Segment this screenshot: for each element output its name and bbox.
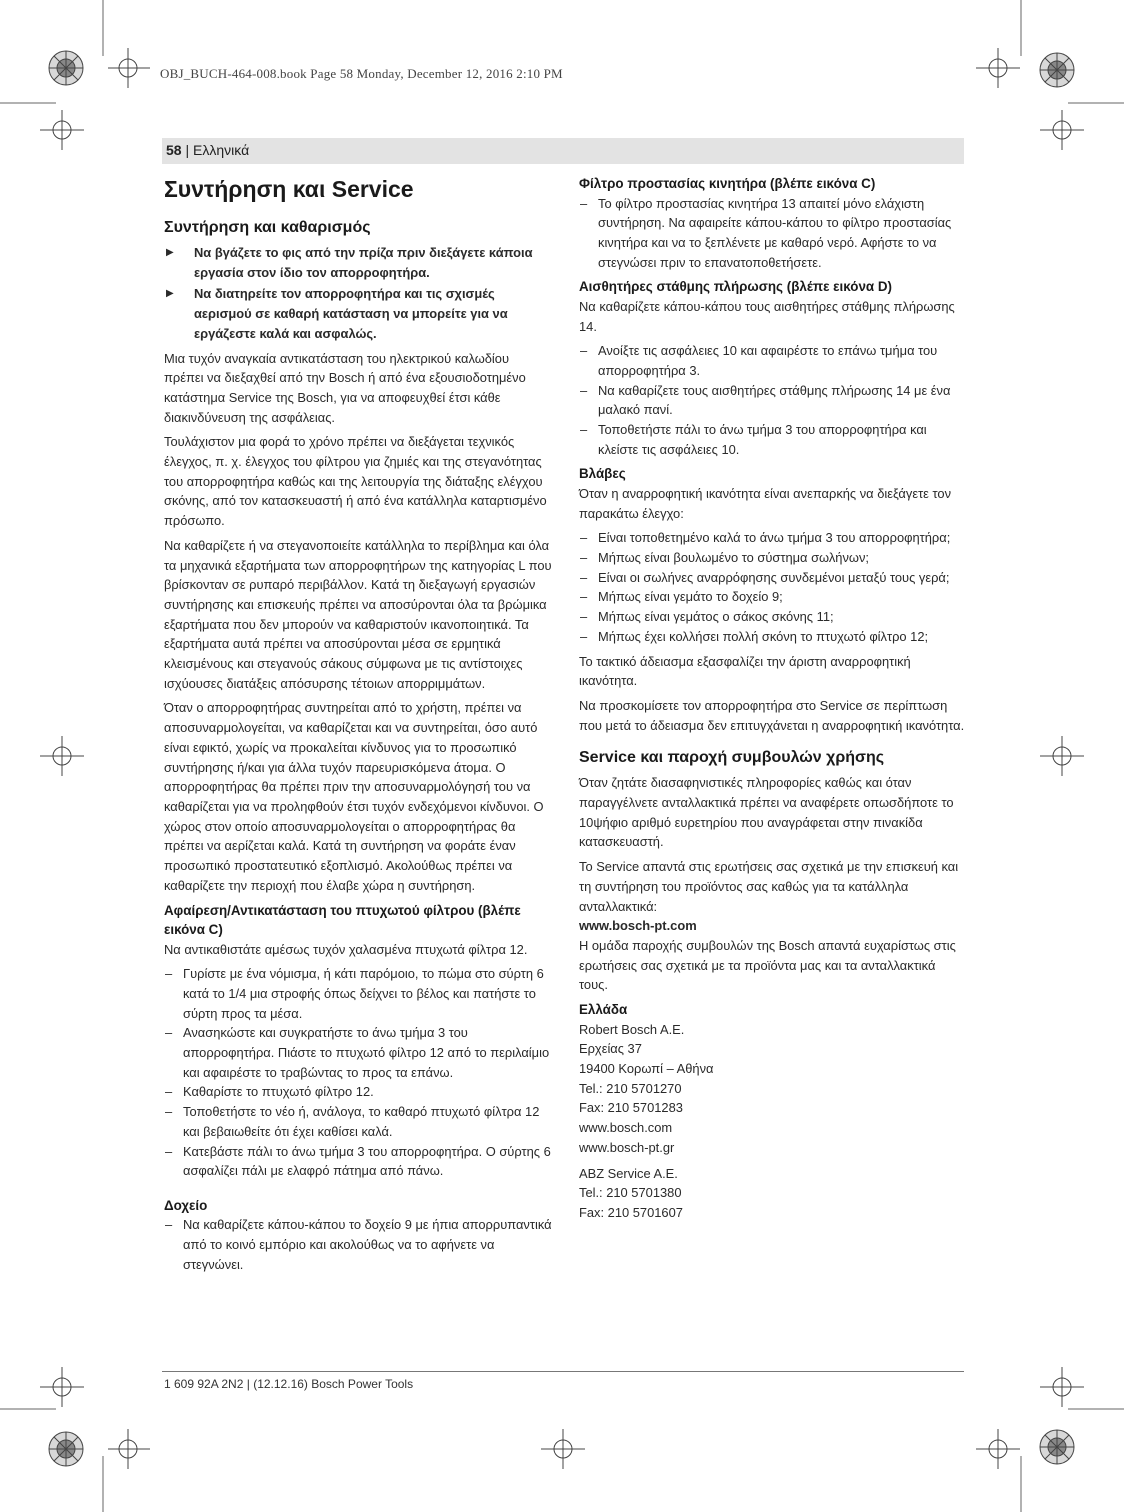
crosshair-right-top — [1040, 110, 1084, 150]
list-item: – Είναι οι σωλήνες αναρρόφησης συνδεμένοι μεταξύ τους γερά; — [579, 568, 965, 588]
paragraph: Τουλάχιστον μια φορά το χρόνο πρέπει να διεξάγεται τεχνικός έλεγχος, π. χ. έλεγχος του φίλτρου για ζημιές και της στεγανότητας του απορροφητήρα καθώς και της λειτουργία της διάταξης ελέγχου σκόνης, από τον κατασκευαστή ή από ένα κατάλληλα καταρτισμένο πρόσωπο. — [164, 434, 547, 529]
safety-warning: ▶ Να βγάζετε το φις από την πρίζα πριν διεξάγετε κάποια εργασία στον ίδιο τον απορροφητήρα. — [164, 243, 552, 282]
footer-date: (12.12.16) — [253, 1377, 308, 1391]
page-number: 58 — [166, 142, 182, 158]
maintenance-subtitle: Συντήρηση και καθαρισμός — [164, 219, 371, 236]
safety-warning: ▶ Να διατηρείτε τον απορροφητήρα και τις σχισμές αερισμού σε καθαρή κατάσταση να μπορείτε για να εργάζεστε καλά και ασφαλώς. — [164, 284, 552, 343]
crosshair-right-mid — [1040, 736, 1084, 776]
paragraph: Η ομάδα παροχής συμβουλών της Bosch απαντά ευχαρίστως στις ερωτήσεις σας σχετικά με τα προϊόντα μας και τα ανταλλακτικά τους. — [579, 938, 956, 993]
paragraph: Το Service απαντά στις ερωτήσεις σας σχετικά με την επισκευή και τη συντήρηση του προϊόντος σας καθώς για τα κατάλληλα ανταλλακτικά: — [579, 859, 959, 914]
address-line: Robert Bosch A.E. — [579, 1021, 685, 1037]
address-line: Ερχείας 37 — [579, 1041, 642, 1057]
paragraph: Όταν ο απορροφητήρας συντηρείται από το χρήστη, πρέπει να αποσυναρμολογείται, να καθαρίζεται και να συντηρείται, όσο αυτό είναι εφικτό, χωρίς να προκαλείται κίνδυνος για το προσωπικό συντήρησης ή/και για άλλα τυχόν παρευρισκόμενα άτομα. Ο απορροφητήρας θα πρέπει πριν την αποσυναρμολόγησή του να καθαρίζεται για να προληφθούν έτσι τυχόν ενδεχόμενοι κίνδυνοι. Ο χώρος στον οποίο αποσυναρμολογείται ο απορροφητήρας θα πρέπει να αερίζεται καλά. Κατά τη συντήρηση να φοράτε έναν προσωπικό προστατευτικό εξοπλισμό. Ακολούθως πρέπει να καθαρίζετε την περιοχή που έλαβε χώρα η συντήρηση. — [164, 700, 544, 893]
rosette-mark-top-left — [49, 51, 83, 85]
crosshair-top-right-1 — [976, 48, 1020, 88]
footer-brand: Bosch Power Tools — [311, 1377, 414, 1391]
service-heading: Service και παροχή συμβουλών χρήσης — [579, 749, 885, 767]
address-line: Tel.: 210 5701380 — [579, 1185, 682, 1201]
list-item: – Μήπως είναι γεμάτο το δοχείο 9; — [579, 587, 965, 607]
paragraph: Να προσκομίσετε τον απορροφητήρα στο Service σε περίπτωση που μετά το άδειασμα δεν επιτυγχάνεται η αναρροφητική ικανότητα. — [579, 697, 965, 733]
paragraph: Όταν ζητάτε διασαφηνιστικές πληροφορίες καθώς και όταν παραγγέλνετε ανταλλακτικά πρέπει να αναφέρετε οπωσδήποτε το 10ψήφιο αριθμό ευρετηρίου που αναγράφεται στην πινακίδα κατασκευαστή. — [579, 775, 954, 850]
list-item: – Μήπως είναι γεμάτος ο σάκος σκόνης 11; — [579, 607, 965, 627]
crosshair-left-top — [40, 110, 84, 150]
list-item: – Είναι τοποθετημένο καλά το άνω τμήμα 3 του απορροφητήρα; — [579, 528, 965, 548]
filter-heading: Αφαίρεση/Αντικατάσταση του πτυχωτού φίλτρου (βλέπε εικόνα C) — [164, 902, 521, 937]
list-item: – Μήπως έχει κολλήσει πολλή σκόνη το πτυχωτό φίλτρο 12; — [579, 627, 965, 647]
page-label-separator: | — [181, 142, 193, 158]
motor-filter-heading: Φίλτρο προστασίας κινητήρα (βλέπε εικόνα C) — [579, 176, 876, 191]
crosshair-left-bottom — [40, 1367, 84, 1407]
footer-code: 1 609 92A 2N2 — [164, 1377, 244, 1391]
motor-filter-steps — [579, 194, 965, 273]
faults-list — [579, 528, 965, 646]
address-line: 19400 Κορωπί – Αθήνα — [579, 1061, 714, 1077]
address-link[interactable]: www.bosch.com — [579, 1120, 673, 1136]
list-item: – Τοποθετήστε πάλι το άνω τμήμα 3 του απορροφητήρα και κλείστε τις ασφάλειες 10. — [579, 420, 965, 459]
address-block — [579, 1164, 965, 1223]
list-item: – Ανοίξτε τις ασφάλειες 10 και αφαιρέστε το επάνω τμήμα του απορροφητήρα 3. — [579, 341, 965, 380]
list-item: – Τοποθετήστε το νέο ή, ανάλογα, το καθαρό πτυχωτό φίλτρα 12 και βεβαιωθείτε ότι έχει καθίσει καλά. — [164, 1102, 552, 1141]
filter-steps — [164, 964, 552, 1181]
rosette-mark-top-right — [1040, 53, 1074, 87]
address-line: ABZ Service A.E. — [579, 1165, 678, 1181]
footer-divider — [162, 1371, 964, 1372]
list-item: – Ανασηκώστε και συγκρατήστε το άνω τμήμα 3 του απορροφητήρα. Πιάστε το πτυχωτό φίλτρο 12 από το περιλαίμιο και αφαιρέστε το τραβώντας το προς τα επάνω. — [164, 1023, 552, 1082]
list-item: – Μήπως είναι βουλωμένο το σύστημα σωλήνων; — [579, 548, 965, 568]
crosshair-left-mid — [40, 736, 84, 776]
list-item: – Να καθαρίζετε τους αισθητήρες στάθμης πλήρωσης 14 με ένα μαλακό πανί. — [579, 381, 965, 420]
address-line: Fax: 210 5701283 — [579, 1100, 683, 1116]
book-info-slug: OBJ_BUCH-464-008.book Page 58 Monday, December 12, 2016 2:10 PM — [160, 66, 563, 81]
safety-warnings — [164, 243, 552, 344]
address-block — [579, 1020, 965, 1158]
address-line: Tel.: 210 5701270 — [579, 1080, 682, 1096]
faults-intro: Όταν η αναρροφητική ικανότητα είναι ανεπαρκής να διεξάγετε τον παρακάτω έλεγχο: — [579, 485, 952, 521]
page-language: Ελληνικά — [193, 142, 250, 158]
service-url-link[interactable]: www.bosch-pt.com — [579, 918, 697, 934]
address-line: Fax: 210 5701607 — [579, 1204, 683, 1220]
filter-intro: Να αντικαθιστάτε αμέσως τυχόν χαλασμένα πτυχωτά φίλτρα 12. — [164, 941, 528, 957]
crosshair-bottom-center — [541, 1429, 585, 1469]
list-item: – Καθαρίστε το πτυχωτό φίλτρο 12. — [164, 1082, 552, 1102]
crosshair-bottom-left — [108, 1429, 150, 1469]
list-item: – Να καθαρίζετε κάπου-κάπου το δοχείο 9 με ήπια απορρυπαντικά από το κοινό εμπόριο και ακολούθως να το αφήνετε να στεγνώνει. — [164, 1215, 552, 1274]
country-heading: Ελλάδα — [579, 1002, 628, 1018]
page-footer: 1 609 92A 2N2 | (12.12.16) Bosch Power Tools — [164, 1377, 414, 1391]
rosette-mark-bottom-right — [1040, 1430, 1074, 1464]
right-column — [579, 174, 965, 1223]
container-heading: Δοχείο — [164, 1197, 208, 1213]
list-item: – Κατεβάστε πάλι το άνω τμήμα 3 του απορροφητήρα. Ο σύρτης 6 ασφαλίζει πάλι με ελαφρό πάτημα από πάνω. — [164, 1142, 552, 1181]
paragraph: Το τακτικό άδειασμα εξασφαλίζει την άριστη αναρροφητική ικανότητα. — [579, 653, 911, 689]
paragraph: Να καθαρίζετε ή να στεγανοποιείτε κατάλληλα το περίβλημα και όλα τα μηχανικά εξαρτήματα των απορροφητήρων της κατηγορίας L που βρίσκονταν σε ρυπαρό περιβάλλον. Κατά τη διεξαγωγή εργασιών συντήρησης και επισκευής πρέπει να αποσύρονται όλα τα βρώμικα εξαρτήματα που δεν μπορούν να καθαριστούν ικανοποιητικά. Τα εξαρτήματα αυτά πρέπει να αποσύρονται μέσα σε ερμητικά κλεισμένους και στεγανούς σάκους σύμφωνα με τις αντίστοιχες ισχύουσες διατάξεις απόσυρσης τέτοιων απορριμμάτων. — [164, 537, 552, 691]
section-title: Συντήρηση και Service — [164, 176, 414, 202]
list-item: – Το φίλτρο προστασίας κινητήρα 13 απαιτεί μόνο ελάχιστη συντήρηση. Να αφαιρείτε κάπου-κάπου το φίλτρο προστασίας κινητήρα και να το ξεπλένετε με καθαρό νερό. Αφήστε το να στεγνώσει πριν το επανατοποθετήσετε. — [579, 194, 965, 273]
sensors-steps — [579, 341, 965, 459]
page-label — [166, 142, 249, 158]
crosshair-right-bottom — [1040, 1367, 1084, 1407]
faults-heading: Βλάβες — [579, 466, 626, 482]
address-link[interactable]: www.bosch-pt.gr — [579, 1139, 675, 1155]
page-header — [162, 138, 964, 164]
crosshair-top-left-1 — [108, 48, 150, 88]
sensors-heading: Αισθητήρες στάθμης πλήρωσης (βλέπε εικόνα D) — [579, 279, 892, 295]
crosshair-bottom-right — [976, 1429, 1020, 1469]
sensors-intro: Να καθαρίζετε κάπου-κάπου τους αισθητήρες στάθμης πλήρωσης 14. — [579, 298, 955, 334]
list-item: – Γυρίστε με ένα νόμισμα, ή κάτι παρόμοιο, το πώμα στο σύρτη 6 κατά το 1/4 μια στροφής όπως δείχνει το βέλος και πατήστε το σύρτη προς τα μέσα. — [164, 964, 552, 1023]
container-steps — [164, 1215, 552, 1274]
paragraph: Μια τυχόν αναγκαία αντικατάσταση του ηλεκτρικού καλωδίου πρέπει να διεξαχθεί από την Bosch ή από ένα εξουσιοδοτημένο κατάστημα Service της Bosch, για να αποφευχθεί έτσι κάθε διακινδύνευση της ασφάλειας. — [164, 350, 526, 425]
left-column — [164, 174, 552, 1280]
rosette-mark-bottom-left — [49, 1432, 83, 1466]
